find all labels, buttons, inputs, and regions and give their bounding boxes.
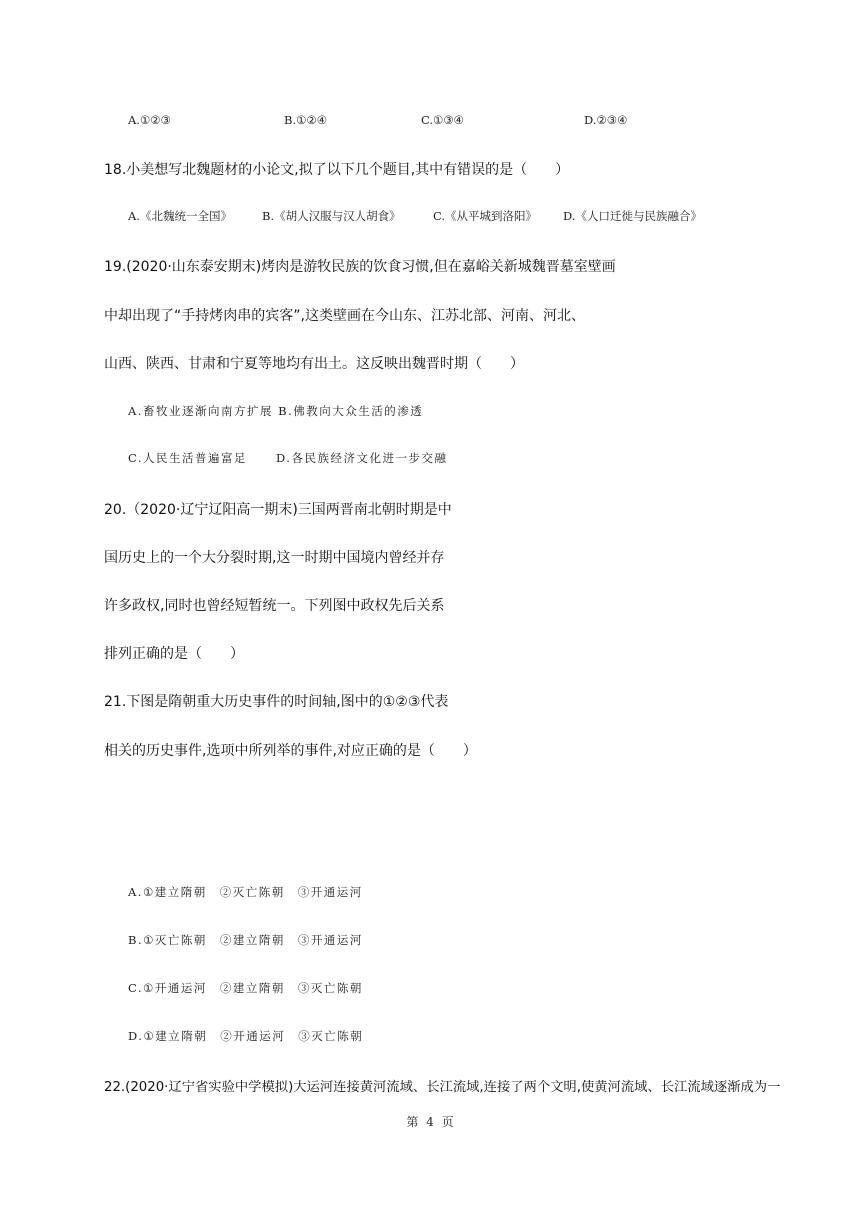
q19-option-c: C.人民生活普遍富足 bbox=[128, 451, 248, 465]
q17-option-a: A.①②③ bbox=[128, 113, 171, 127]
q18-option-a: A.《北魏统一全国》 bbox=[128, 209, 232, 223]
q21-stem-line-2: 相关的历史事件,选项中所列举的事件,对应正确的是（ ） bbox=[104, 743, 477, 759]
q19-stem-line-3: 山西、陕西、甘肃和宁夏等地均有出土。这反映出魏晋时期（ ） bbox=[104, 356, 524, 372]
q19-option-d: D.各民族经济文化进一步交融 bbox=[276, 451, 448, 465]
q19-stem-line-2: 中却出现了“手持烤肉串的宾客”,这类壁画在今山东、江苏北部、河南、河北、 bbox=[104, 308, 585, 324]
q17-option-c: C.①③④ bbox=[421, 113, 464, 127]
footer-prefix: 第 bbox=[406, 1115, 419, 1129]
q18-option-b: B.《胡人汉服与汉人胡食》 bbox=[262, 209, 401, 223]
q21-option-a: A.①建立隋朝 ②灭亡陈朝 ③开通运河 bbox=[128, 885, 363, 899]
q18-stem: 18.小美想写北魏题材的小论文,拟了以下几个题目,其中有错误的是（ ） bbox=[104, 162, 570, 178]
q20-stem-line-1: 20.（2020·辽宁辽阳高一期末)三国两晋南北朝时期是中 bbox=[104, 502, 452, 518]
q20-stem-line-2: 国历史上的一个大分裂时期,这一时期中国境内曾经并存 bbox=[104, 550, 445, 566]
q20-stem-line-4: 排列正确的是（ ） bbox=[104, 646, 244, 662]
q21-option-d: D.①建立隋朝 ②开通运河 ③灭亡陈朝 bbox=[128, 1029, 364, 1043]
q20-stem-line-3: 许多政权,同时也曾经短暂统一。下列图中政权先后关系 bbox=[104, 598, 445, 614]
q19-stem-line-1: 19.(2020·山东泰安期末)烤肉是游牧民族的饮食习惯,但在嘉峪关新城魏晋墓室壁画 bbox=[104, 259, 616, 275]
page-footer bbox=[0, 1113, 860, 1130]
q18-option-c: C.《从平城到洛阳》 bbox=[433, 209, 538, 223]
q21-option-b: B.①灭亡陈朝 ②建立隋朝 ③开通运河 bbox=[128, 933, 363, 947]
page-number: 4 bbox=[426, 1115, 434, 1129]
q21-option-c: C.①开通运河 ②建立隋朝 ③灭亡陈朝 bbox=[128, 981, 363, 995]
q19-option-ab: A.畜牧业逐渐向南方扩展 B.佛教向大众生活的渗透 bbox=[128, 404, 424, 418]
footer-suffix: 页 bbox=[441, 1115, 454, 1129]
q18-option-d: D.《人口迁徙与民族融合》 bbox=[563, 209, 702, 223]
q17-option-d: D.②③④ bbox=[584, 113, 628, 127]
q22-stem-line-1: 22.(2020·辽宁省实验中学模拟)大运河连接黄河流域、长江流域,连接了两个文明,使黄河流域、长江流域逐渐成为一 bbox=[104, 1080, 781, 1095]
q21-stem-line-1: 21.下图是隋朝重大历史事件的时间轴,图中的①②③代表 bbox=[104, 694, 449, 710]
q17-option-b: B.①②④ bbox=[284, 113, 328, 127]
